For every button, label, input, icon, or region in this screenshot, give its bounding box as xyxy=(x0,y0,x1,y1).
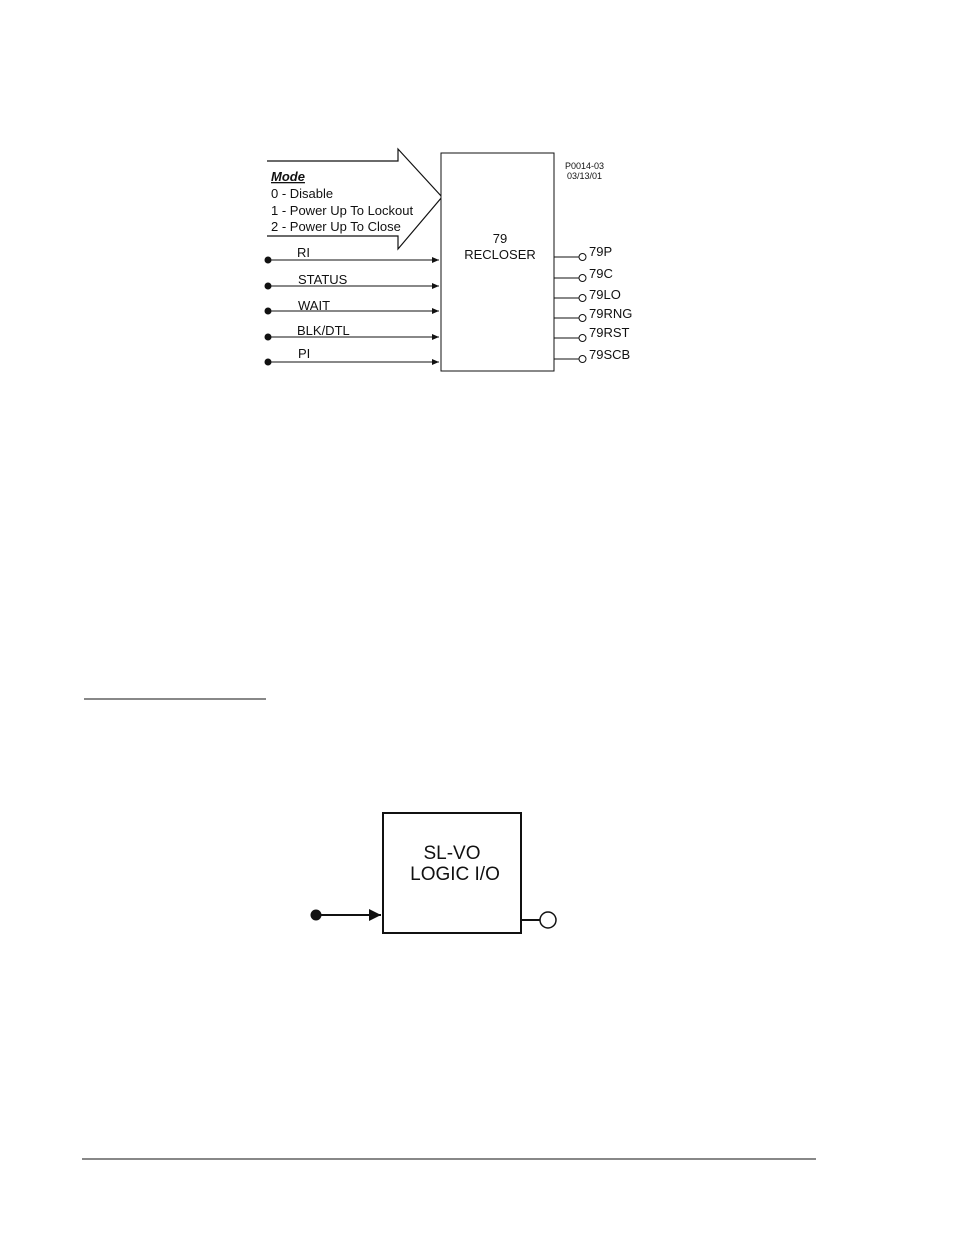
recloser-block xyxy=(441,153,554,371)
input-wait xyxy=(265,298,440,315)
input-label: PI xyxy=(298,346,311,361)
output-label: 79C xyxy=(589,266,613,281)
logic-io-line1: SL-VO xyxy=(423,843,481,864)
input-label: WAIT xyxy=(298,298,331,313)
block-name: RECLOSER xyxy=(464,247,536,262)
output-label: 79P xyxy=(589,244,613,259)
output-label: 79LO xyxy=(589,287,621,302)
output-circle xyxy=(579,335,586,342)
output-79c xyxy=(554,266,613,282)
input-label: RI xyxy=(297,245,310,260)
output-circle xyxy=(579,356,586,363)
output-79p xyxy=(554,244,612,261)
drawing-date: 03/13/01 xyxy=(567,171,603,181)
output-79scb xyxy=(554,347,630,363)
input-status xyxy=(265,272,440,290)
input-ri xyxy=(265,245,440,264)
logic-io-output-circle xyxy=(540,912,556,928)
output-79rng xyxy=(554,306,632,322)
drawing-id: P0014-03 xyxy=(565,161,605,171)
output-79lo xyxy=(554,287,621,302)
logic-io-line2: LOGIC I/O xyxy=(410,864,500,885)
output-circle xyxy=(579,315,586,322)
output-label: 79RST xyxy=(589,325,630,340)
output-circle xyxy=(579,295,586,302)
mode-title: Mode xyxy=(271,169,305,184)
input-label: STATUS xyxy=(298,272,348,287)
output-label: 79RNG xyxy=(589,306,633,321)
input-label: BLK/DTL xyxy=(297,323,350,338)
block-number: 79 xyxy=(492,231,508,246)
mode-option-2: 2 - Power Up To Close xyxy=(271,219,401,234)
output-circle xyxy=(579,254,586,261)
mode-option-0: 0 - Disable xyxy=(271,186,334,201)
output-circle xyxy=(579,275,586,282)
output-79rst xyxy=(554,325,630,342)
mode-option-1: 1 - Power Up To Lockout xyxy=(271,203,414,218)
input-pi xyxy=(265,346,440,366)
output-label: 79SCB xyxy=(589,347,631,362)
recloser-diagram xyxy=(265,149,633,371)
logic-io-diagram xyxy=(311,813,557,933)
input-blk-dtl xyxy=(265,323,440,341)
